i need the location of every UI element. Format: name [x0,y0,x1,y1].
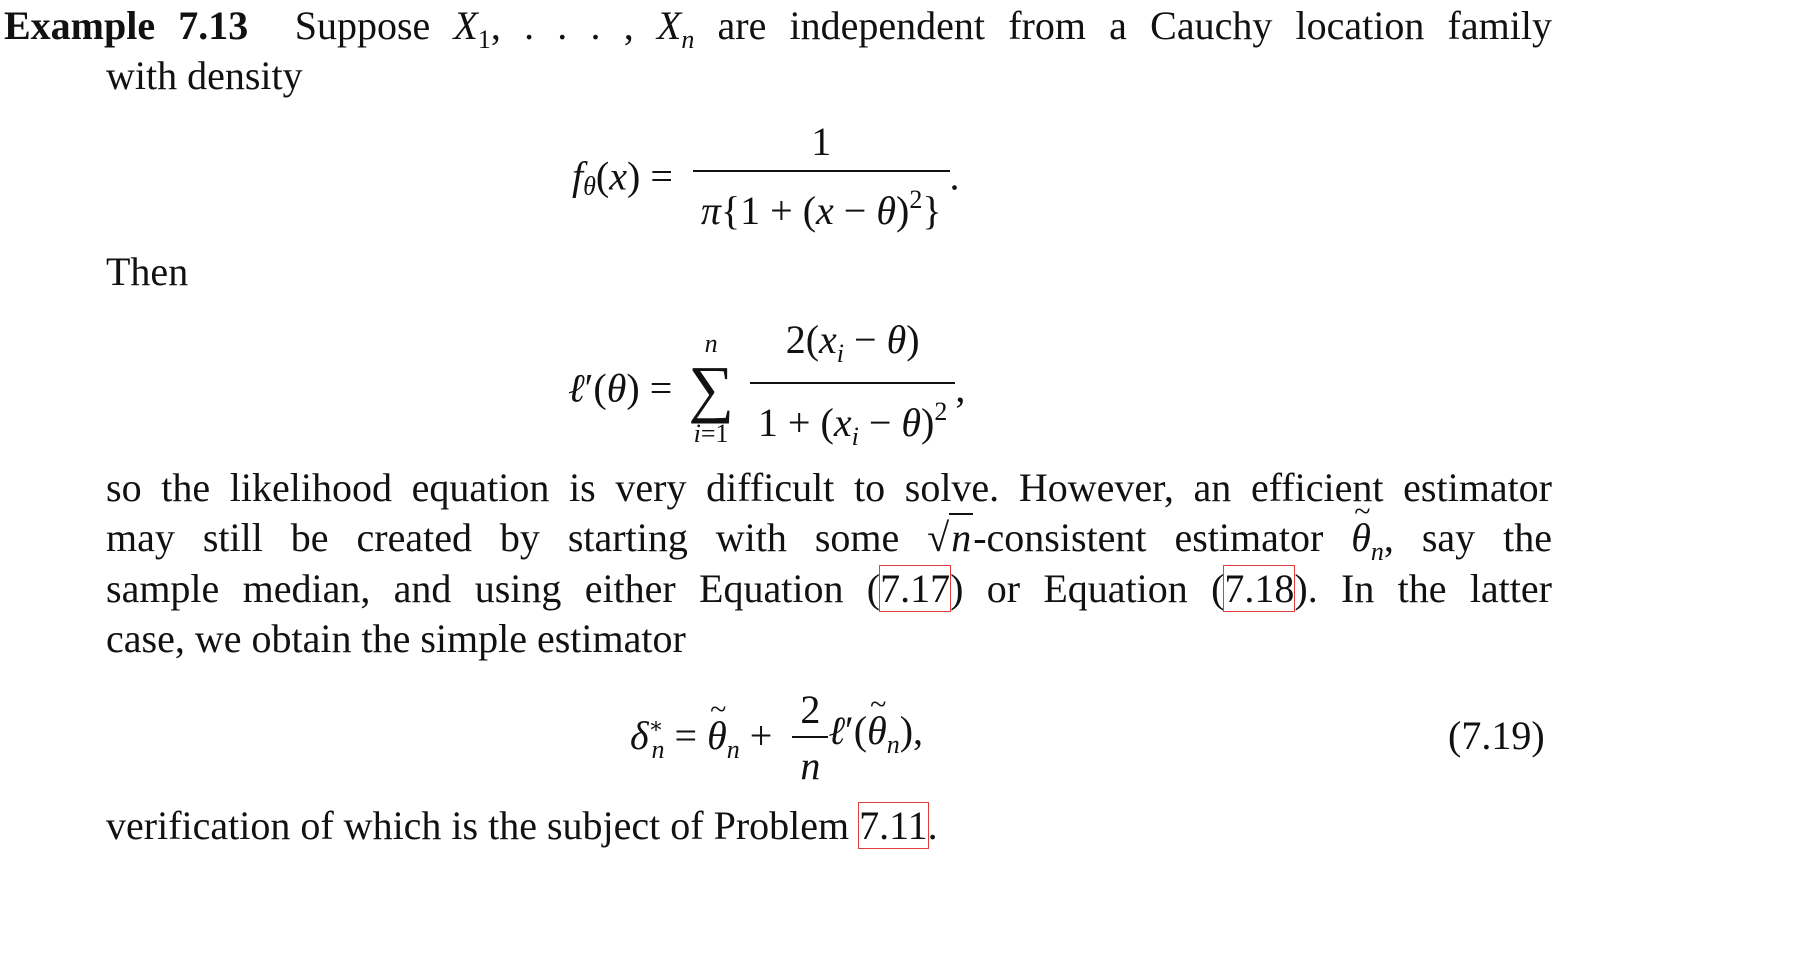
closing-line: verification of which is the subject of Problem 7.11. [106,803,938,848]
sum-upper-limit: n [704,328,718,358]
equation-ref-7-18[interactable]: 7.18 [1224,566,1295,611]
then-text: Then [106,249,189,294]
example-label: Example 7.13 [4,3,249,48]
score-denominator: $1 + (x_i - \theta)^2$ [750,382,955,461]
score-numerator: $2(x_i - \theta)$ [785,317,920,368]
estimator-numerator: 2 [800,687,821,732]
score-trail: , [955,365,966,411]
density-trail: . [949,153,960,199]
example-line-2: with density [106,53,303,98]
density-fraction [693,118,950,235]
score-fraction [750,316,955,461]
sum-lower-limit: i=1 [693,418,729,448]
estimator-denominator: n [792,736,828,790]
estimator-equation: $\delta^∗_n$ = ~ $\theta_n$ + $\frac{2}{n}$ ℓ′(~ $\theta_n$), [630,686,923,790]
density-equation: $f_\theta(x)$ = $\frac{1}{\pi\{1 + (x - \theta)^2\}}$ . [572,119,960,233]
estimator-fraction [792,686,828,790]
equation-ref-7-17[interactable]: 7.17 [880,566,951,611]
sqrt-n: √n [927,515,972,560]
equation-number: (7.19) [1448,713,1545,758]
score-equation: ℓ′(θ) = n ∑ i=1 $\frac{2(x_i - \theta)}{1 + (x_i - \theta)^2}$ , [568,316,965,461]
paragraph-line-1: so the likelihood equation is very difficult to solve. However, an efficient estimator [106,465,1552,510]
example-heading-line: Example 7.13 Suppose $X_1$, . . . , $X_n$ are independent from a Cauchy location family [4,3,1552,54]
summation-operator: n ∑ i=1 [688,328,734,448]
problem-ref-7-11[interactable]: 7.11 [859,803,928,848]
paragraph-line-4: case, we obtain the simple estimator [106,616,686,661]
paragraph-line-3: sample median, and using either Equation (7.17) or Equation (7.18). In the latter [106,566,1552,611]
paragraph-line-2: may still be created by starting with some √n-consistent estimator ~ $\theta_n$, say the [106,514,1552,576]
density-denominator: $\pi\{1 + (x - \theta)^2\}$ [693,170,950,235]
density-numerator: 1 [811,119,832,164]
